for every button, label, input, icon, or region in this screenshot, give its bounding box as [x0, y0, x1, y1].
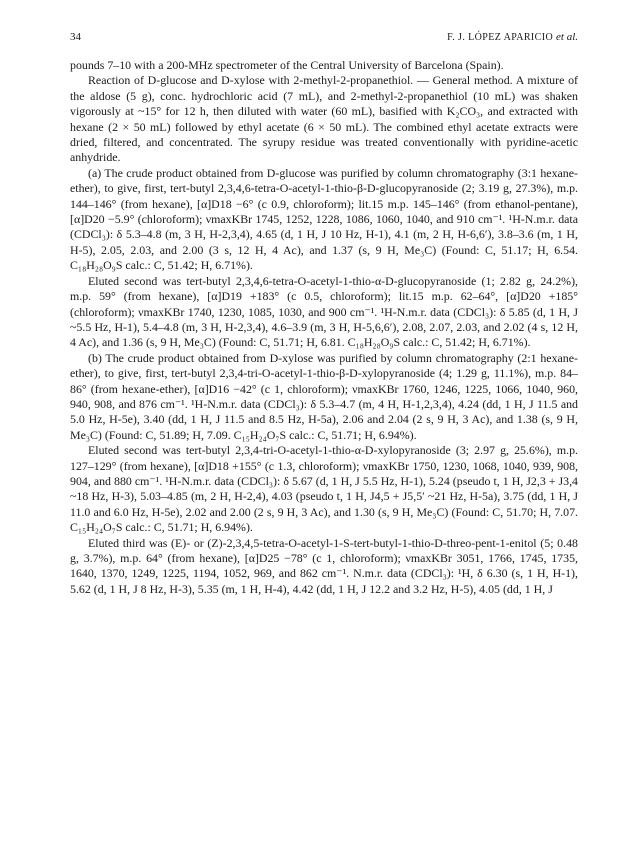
author-name: F. J. LÓPEZ APARICIO	[447, 32, 554, 43]
paragraph-xylose-second: Eluted second was tert-butyl 2,3,4-tri-O-acetyl-1-thio-α-D-xylopyranoside (3; 2.97 g, 25.6%), m.p. 127–129° (from hexane), [α]D18 +155° (c 1.3, chloroform); νmaxKBr 1750, 1230, 1068, 1040, 939, 908, 904, and 880 cm⁻¹. ¹H-N.m.r. data (CDCl₃): δ 5.67 (d, 1 H, J 5.5 Hz, H-1), 5.24 (pseudo t, 1 H, J2,3 + J3,4 ~18 Hz, H-3), 5.03–4.85 (m, 2 H, H-2,4), 4.03 (pseudo t, 1 H, J4,5 + J5,5′ ~21 Hz, H-5a), 3.75 (dd, 1 H, J 11.0 and 6.0 Hz, H-5e), 2.02 and 2.00 (2 s, 9 H, 3 Ac), and 1.30 (s, 9 H, Me₃C) (Found: C, 51.70; H, 7.07. C₁₅H₂₄O₇S calc.: C, 51.71; H, 6.94%).	[70, 443, 578, 535]
paragraph-1: pounds 7–10 with a 200-MHz spectrometer of the Central University of Barcelona (Spain).	[70, 58, 504, 72]
paragraph-general-method: Reaction of D-glucose and D-xylose with 2-methyl-2-propanethiol. — General method. A mixture of the aldose (5 g), conc. hydrochloric acid (7 mL), and 2-methyl-2-propanethiol (10 mL) was shaken vigorously at ~15° for 12 h, then diluted with water (60 mL), basified with K₂CO₃, and extracted with hexane (2 × 50 mL) followed by ethyl acetate (6 × 50 mL). The combined ethyl acetate extracts were dried, filtered, and concentrated. The syrupy residue was treated conventionally with pyridine-acetic anhydride.	[70, 73, 578, 165]
page-number: 34	[70, 31, 81, 43]
running-author	[447, 30, 578, 45]
paragraph-xylose-first: (b) The crude product obtained from D-xylose was purified by column chromatography (2:1 hexane-ether), to give, first, tert-butyl 2,3,4-tri-O-acetyl-1-thio-β-D-xylopyranoside (4; 1.29 g, 11.1%), m.p. 84–86° (from hexane-ether), [α]D16 −42° (c 1, chloroform); νmaxKBr 1760, 1246, 1225, 1066, 1040, 960, 940, 908, and 876 cm⁻¹. ¹H-N.m.r. data (CDCl₃): δ 5.3–4.7 (m, 4 H, H-1,2,3,4), 4.24 (dd, 1 H, J 11.5 and 5.0 Hz, H-5e), 3.40 (dd, 1 H, J 11.5 and 8.5 Hz, H-5a), 2.06 and 2.04 (2 s, 9 H, 3 Ac), and 1.38 (s, 9 H, Me₃C) (Found: C, 51.89; H, 7.09. C₁₅H₂₄O₇S calc.: C, 51.71; H, 6.94%).	[70, 350, 578, 442]
author-et-al: et al.	[556, 31, 578, 43]
running-head	[70, 30, 578, 45]
paragraph-xylose-third: Eluted third was (E)- or (Z)-2,3,4,5-tetra-O-acetyl-1-S-tert-butyl-1-thio-D-threo-pent-1-enitol (5; 0.48 g, 3.7%), m.p. 64° (from hexane), [α]D25 −78° (c 1, chloroform); νmaxKBr 3051, 1766, 1745, 1735, 1640, 1370, 1249, 1225, 1194, 1052, 969, and 862 cm⁻¹. N.m.r. data (CDCl₃): ¹H, δ 6.30 (s, 1 H, H-1), 5.62 (d, 1 H, J 8 Hz, H-3), 5.35 (m, 1 H, H-4), 4.42 (dd, 1 H, J 12.2 and 3.2 Hz, H-5), 4.05 (dd, 1 H, J	[70, 535, 578, 596]
paragraph-glucose-second: Eluted second was tert-butyl 2,3,4,6-tetra-O-acetyl-1-thio-α-D-glucopyranoside (1; 2.82 g, 24.2%), m.p. 59° (from hexane), [α]D19 +183° (c 0.5, chloroform); lit.15 m.p. 62–64°, [α]D20 +185° (chloroform); νmaxKBr 1740, 1230, 1085, 1030, and 900 cm⁻¹. ¹H-N.m.r. data (CDCl₃): δ 5.85 (d, 1 H, J ~5.5 Hz, H-1), 5.4–4.8 (m, 3 H, H-2,3,4), 4.6–3.9 (m, 3 H, H-5,6,6′), 2.08, 2.07, 2.03, and 2.02 (4 s, 12 H, 4 Ac), and 1.36 (s, 9 H, Me₃C) (Found: C, 51.71; H, 6.81. C₁₈H₂₈O₉S calc.: C, 51.42; H, 6.71%).	[70, 273, 578, 350]
paragraph-glucose-first: (a) The crude product obtained from D-glucose was purified by column chromatography (3:1 hexane-ether), to give, first, tert-butyl 2,3,4,6-tetra-O-acetyl-1-thio-β-D-glucopyranoside (2; 3.19 g, 27.3%), m.p. 144–146° (from hexane), [α]D18 −6° (c 0.9, chloroform); lit.15 m.p. 145–146° (from ethanol-pentane), [α]D20 −5.9° (chloroform); νmaxKBr 1745, 1252, 1228, 1086, 1060, 1040, and 910 cm⁻¹. ¹H-N.m.r. data (CDCl₃): δ 5.3–4.8 (m, 3 H, H-2,3,4), 4.65 (d, 1 H, J 10 Hz, H-1), 4.1 (m, 2 H, H-6,6′), 3.8–3.6 (m, 1 H, H-5), 2.05, 2.03, and 2.00 (3 s, 12 H, 4 Ac), and 1.37 (s, 9 H, Me₃C) (Found: C, 51.17; H, 6.54. C₁₈H₂₈O₉S calc.: C, 51.42; H, 6.71%).	[70, 165, 578, 273]
